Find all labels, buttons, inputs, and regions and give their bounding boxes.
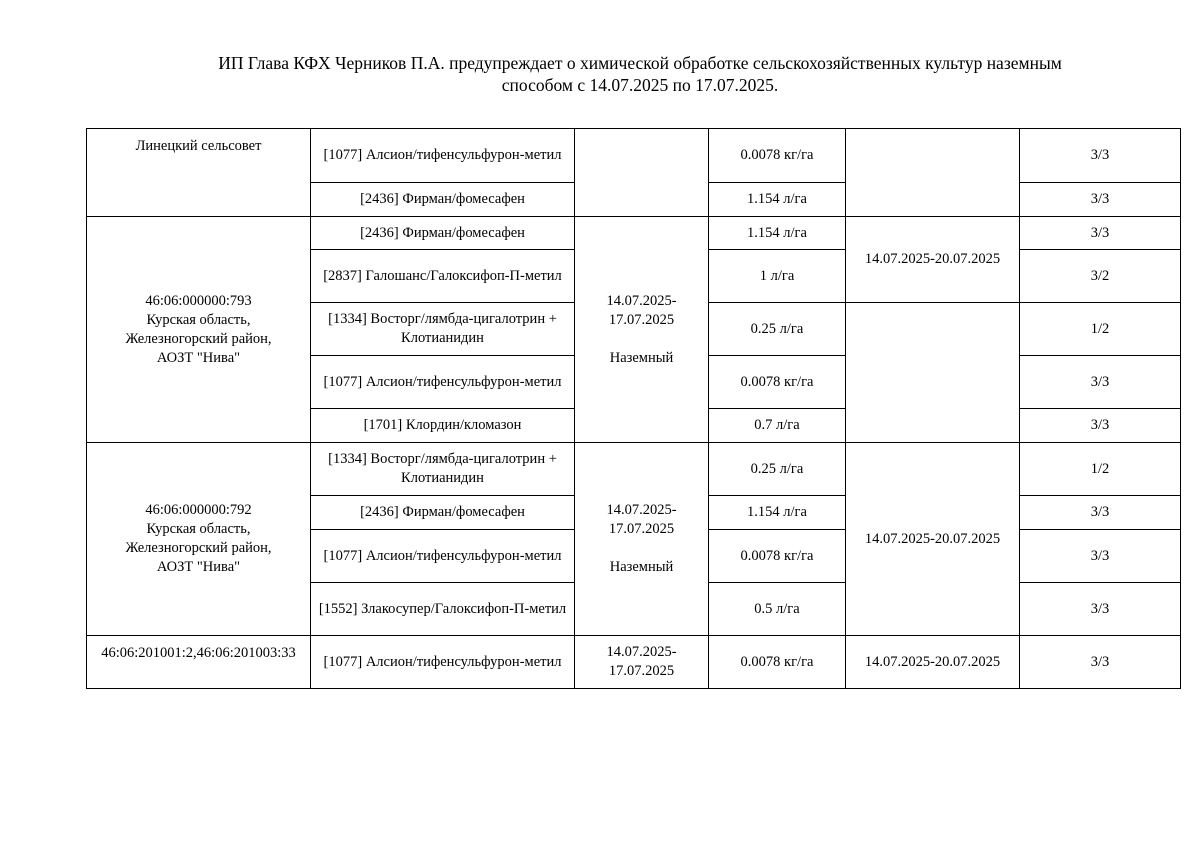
class-cell: 3/3 <box>1020 530 1181 583</box>
rate-cell: 0.0078 кг/га <box>709 636 846 689</box>
preparation-cell: [2436] Фирман/фомесафен <box>311 183 575 217</box>
class-cell: 1/2 <box>1020 443 1181 496</box>
class-cell: 3/3 <box>1020 409 1181 443</box>
rate-cell: 1.154 л/га <box>709 217 846 250</box>
table-row <box>87 636 1181 689</box>
cadastral-number: 46:06:000000:793 <box>145 292 252 309</box>
region-text: Курская область, <box>146 521 251 537</box>
region-text: Курская область, <box>146 311 251 328</box>
method-text: Наземный <box>609 559 674 575</box>
period-cell: 14.07.2025-17.07.2025 <box>575 636 709 689</box>
method-text: Наземный <box>609 349 674 366</box>
preparation-cell: [1701] Клордин/кломазон <box>311 409 575 443</box>
class-cell: 3/3 <box>1020 217 1181 250</box>
rate-cell: 1.154 л/га <box>709 496 846 530</box>
end-period-cell <box>846 303 1020 443</box>
preparation-cell: [1077] Алсион/тифенсульфурон-метил <box>311 356 575 409</box>
header-line-1: ИП Глава КФХ Черников П.А. предупреждает о химической обработке сельскохозяйственных культур наземным <box>218 53 1062 73</box>
rate-cell: 0.25 л/га <box>709 443 846 496</box>
preparation-cell: [1077] Алсион/тифенсульфурон-метил <box>311 636 575 689</box>
rate-cell: 1.154 л/га <box>709 183 846 217</box>
end-period-cell <box>846 129 1020 217</box>
preparation-cell: [1334] Восторг/лямбда-цигалотрин + Клотианидин <box>311 443 575 496</box>
period-text: 14.07.2025-17.07.2025 <box>606 502 677 537</box>
class-cell: 3/3 <box>1020 583 1181 636</box>
cadastral-number: 46:06:000000:792 <box>145 502 252 518</box>
rate-cell: 0.25 л/га <box>709 303 846 356</box>
district-text: Железногорский район, <box>125 330 272 347</box>
rate-cell: 0.5 л/га <box>709 583 846 636</box>
table-row <box>87 217 1181 250</box>
rate-cell: 0.0078 кг/га <box>709 129 846 183</box>
period-text: 14.07.2025-17.07.2025 <box>606 292 677 328</box>
period-cell <box>575 443 709 636</box>
class-cell: 3/3 <box>1020 496 1181 530</box>
table-row <box>87 443 1181 496</box>
preparation-cell: [1552] Злакосупер/Галоксифоп-П-метил <box>311 583 575 636</box>
end-period-cell: 14.07.2025-20.07.2025 <box>846 217 1020 303</box>
district-text: Железногорский район, <box>125 540 272 556</box>
rate-cell: 0.0078 кг/га <box>709 356 846 409</box>
class-cell: 3/2 <box>1020 250 1181 303</box>
class-cell: 3/3 <box>1020 129 1181 183</box>
class-cell: 3/3 <box>1020 183 1181 217</box>
preparation-cell: [2436] Фирман/фомесафен <box>311 496 575 530</box>
table-row <box>87 129 1181 183</box>
class-cell: 3/3 <box>1020 636 1181 689</box>
location-cell <box>87 217 311 443</box>
notice-header <box>140 52 1140 96</box>
treatment-table <box>86 128 1181 689</box>
class-cell: 3/3 <box>1020 356 1181 409</box>
location-cell: Линецкий сельсовет <box>87 129 311 217</box>
preparation-cell: [1334] Восторг/лямбда-цигалотрин + Клотианидин <box>311 303 575 356</box>
end-period-cell: 14.07.2025-20.07.2025 <box>846 636 1020 689</box>
farm-text: АОЗТ "Нива" <box>156 559 241 575</box>
preparation-cell: [1077] Алсион/тифенсульфурон-метил <box>311 129 575 183</box>
rate-cell: 0.0078 кг/га <box>709 530 846 583</box>
preparation-cell: [2436] Фирман/фомесафен <box>311 217 575 250</box>
farm-text: АОЗТ "Нива" <box>156 349 241 366</box>
rate-cell: 0.7 л/га <box>709 409 846 443</box>
class-cell: 1/2 <box>1020 303 1181 356</box>
header-line-2: способом с 14.07.2025 по 17.07.2025. <box>501 75 779 95</box>
period-cell <box>575 129 709 217</box>
preparation-cell: [1077] Алсион/тифенсульфурон-метил <box>311 530 575 583</box>
preparation-cell: [2837] Галошанс/Галоксифоп-П-метил <box>311 250 575 303</box>
location-cell: 46:06:201001:2,46:06:201003:33 <box>87 636 311 689</box>
rate-cell: 1 л/га <box>709 250 846 303</box>
period-cell <box>575 217 709 443</box>
end-period-cell: 14.07.2025-20.07.2025 <box>846 443 1020 636</box>
location-cell <box>87 443 311 636</box>
